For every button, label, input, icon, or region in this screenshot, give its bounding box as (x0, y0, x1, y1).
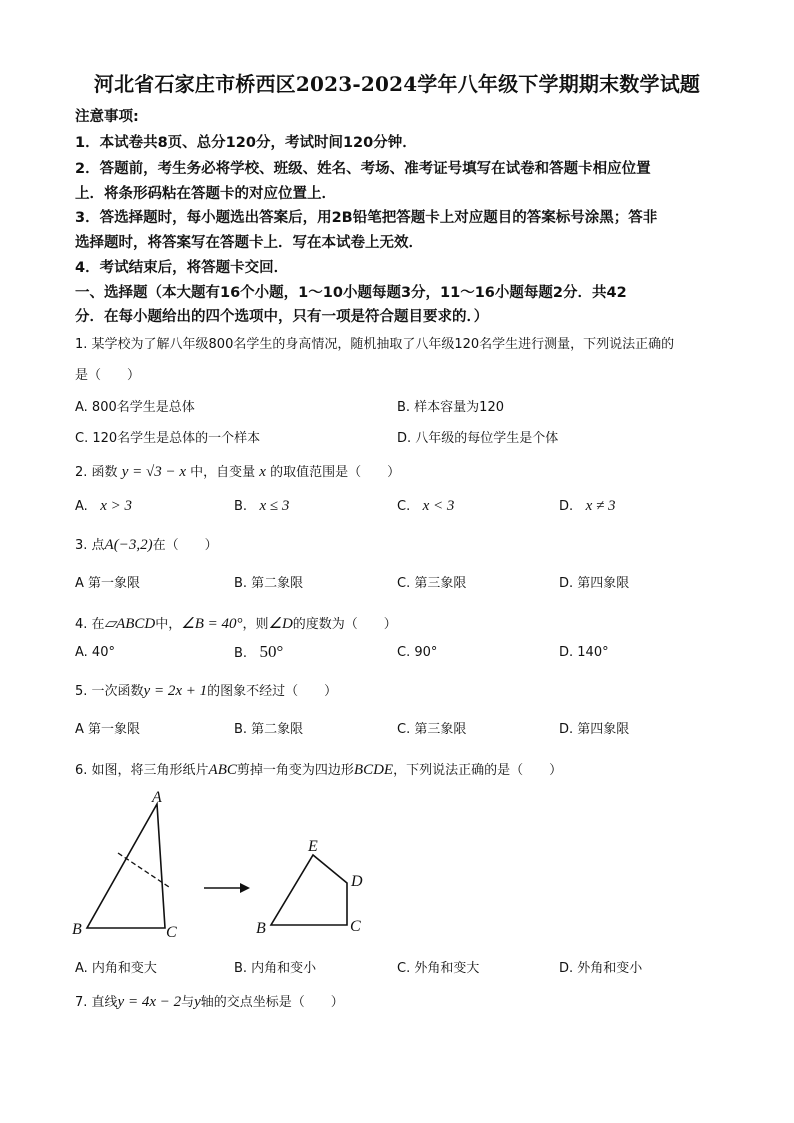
q2-option-a-label: A. (75, 499, 88, 514)
q3-option-d: D. 第四象限 (559, 576, 630, 591)
q5-pre: 5. 一次函数 (75, 684, 144, 699)
q5-option-d: D. 第四象限 (559, 722, 630, 737)
q4-stem (75, 613, 397, 633)
q1-option-b: B. 样本容量为120 (397, 400, 504, 415)
note-3b: 选择题时，将答案写在答题卡上．写在本试卷上无效． (75, 235, 423, 251)
q7-post: 轴的交点坐标是（ ） (200, 995, 344, 1010)
q4-option-d: D. 140° (559, 645, 609, 660)
q2-option-c-text: x < 3 (422, 498, 455, 514)
q4-option-b-text: 50° (259, 642, 284, 661)
q4-option-a: A. 40° (75, 645, 115, 660)
label-e: E (308, 838, 318, 855)
q4-mid2: ，则 (242, 617, 269, 632)
q2-option-b (234, 498, 289, 515)
q2-mid: 中，自变量 (190, 465, 256, 480)
section-heading-2: 分．在每小题给出的四个选项中，只有一项是符合题目要求的．） (75, 309, 489, 325)
q5-expression: y = 2x + 1 (143, 683, 208, 699)
note-4: 4．考试结束后，将答题卡交回． (75, 260, 289, 276)
note-2b: 上．将条形码粘在答题卡的对应位置上． (75, 186, 336, 202)
q2-option-a-text: x > 3 (100, 498, 132, 514)
q1-option-a: A. 800名学生是总体 (75, 400, 195, 415)
q5-option-c: C. 第三象限 (397, 722, 467, 737)
q6-option-d: D. 外角和变小 (559, 961, 643, 976)
q4-option-b-label: B. (234, 646, 248, 661)
q2-option-b-text: x ≤ 3 (259, 498, 290, 514)
notes-heading: 注意事项: (75, 109, 139, 125)
q2-stem (75, 461, 400, 481)
q3-post: 在（ ） (152, 538, 218, 553)
q7-mid: 与 (181, 995, 195, 1010)
q1-stem-line2: 是（ ） (75, 368, 141, 383)
q7-stem (75, 991, 344, 1011)
arrow-head (240, 883, 250, 893)
q6-pre: 6. 如图，将三角形纸片 (75, 763, 209, 778)
q6-quadrilateral: BCDE (353, 762, 394, 778)
label-a: A (152, 789, 162, 806)
q2-option-c (397, 498, 454, 515)
q6-option-b: B. 内角和变小 (234, 961, 317, 976)
q2-pre: 2. 函数 (75, 465, 118, 480)
q7-pre: 7. 直线 (75, 995, 118, 1010)
label-b2: B (256, 920, 266, 937)
quadrilateral-bcde (271, 855, 347, 925)
q7-variable: y (194, 994, 201, 1010)
label-b: B (72, 921, 82, 938)
q4-pre: 4. 在 (75, 617, 105, 632)
q2-option-c-label: C. (397, 499, 411, 514)
q6-option-c: C. 外角和变大 (397, 961, 480, 976)
note-2a: 2．答题前，考生务必将学校、班级、姓名、考场、准考证号填写在试卷和答题卡相应位置 (75, 161, 651, 177)
q4-parallelogram: ▱ABCD (104, 616, 156, 632)
q4-post: 的度数为（ ） (292, 617, 397, 632)
q6-triangle: ABC (208, 762, 237, 778)
q2-option-d-text: x ≠ 3 (585, 498, 616, 514)
q4-angle-b: ∠B = 40° (181, 616, 243, 632)
note-1: 1．本试卷共8页、总分120分，考试时间120分钟． (75, 135, 417, 151)
q4-angle-d: ∠D (268, 616, 293, 632)
q6-option-a: A. 内角和变大 (75, 961, 157, 976)
q5-option-a: A 第一象限 (75, 722, 141, 737)
q5-post: 的图象不经过（ ） (207, 684, 338, 699)
q3-point: A(−3,2) (104, 537, 153, 553)
q2-option-a (75, 498, 132, 515)
q4-mid1: 中， (155, 617, 182, 632)
q1-option-c: C. 120名学生是总体的一个样本 (75, 431, 261, 446)
q2-variable: x (259, 464, 266, 480)
label-d: D (351, 873, 363, 890)
q2-option-d (559, 498, 615, 515)
q2-post: 的取值范围是（ ） (270, 465, 401, 480)
q6-figure (60, 785, 390, 945)
q4-option-b (234, 642, 283, 662)
triangle-abc (87, 804, 165, 928)
section-heading-1: 一、选择题（本大题有16个小题，1～10小题每题3分，11～16小题每题2分．共42 (75, 285, 627, 301)
q3-option-c: C. 第三象限 (397, 576, 467, 591)
note-3a: 3．答选择题时，每小题选出答案后，用2B铅笔把答题卡上对应题目的答案标号涂黑；答非 (75, 210, 658, 226)
q3-stem (75, 534, 218, 554)
q3-option-b: B. 第二象限 (234, 576, 304, 591)
q2-option-d-label: D. (559, 499, 574, 514)
q4-option-c: C. 90° (397, 645, 438, 660)
q5-option-b: B. 第二象限 (234, 722, 304, 737)
q1-stem-line1: 1. 某学校为了解八年级800名学生的身高情况，随机抽取了八年级120名学生进行测量，下列说法正确的 (75, 337, 675, 352)
label-c: C (166, 924, 177, 941)
q6-stem (75, 759, 562, 779)
q3-option-a: A 第一象限 (75, 576, 141, 591)
q6-mid: 剪掉一角变为四边形 (236, 763, 354, 778)
q5-stem (75, 680, 337, 700)
q3-pre: 3. 点 (75, 538, 105, 553)
q2-option-b-label: B. (234, 499, 248, 514)
q7-expression: y = 4x − 2 (117, 994, 182, 1010)
q1-option-d: D. 八年级的每位学生是个体 (397, 431, 559, 446)
q6-post: ，下列说法正确的是（ ） (393, 763, 563, 778)
label-c2: C (350, 918, 361, 935)
page-title: 河北省石家庄市桥西区2023-2024学年八年级下学期期末数学试题 (93, 72, 701, 96)
q2-expression: y = √3 − x (121, 464, 186, 480)
